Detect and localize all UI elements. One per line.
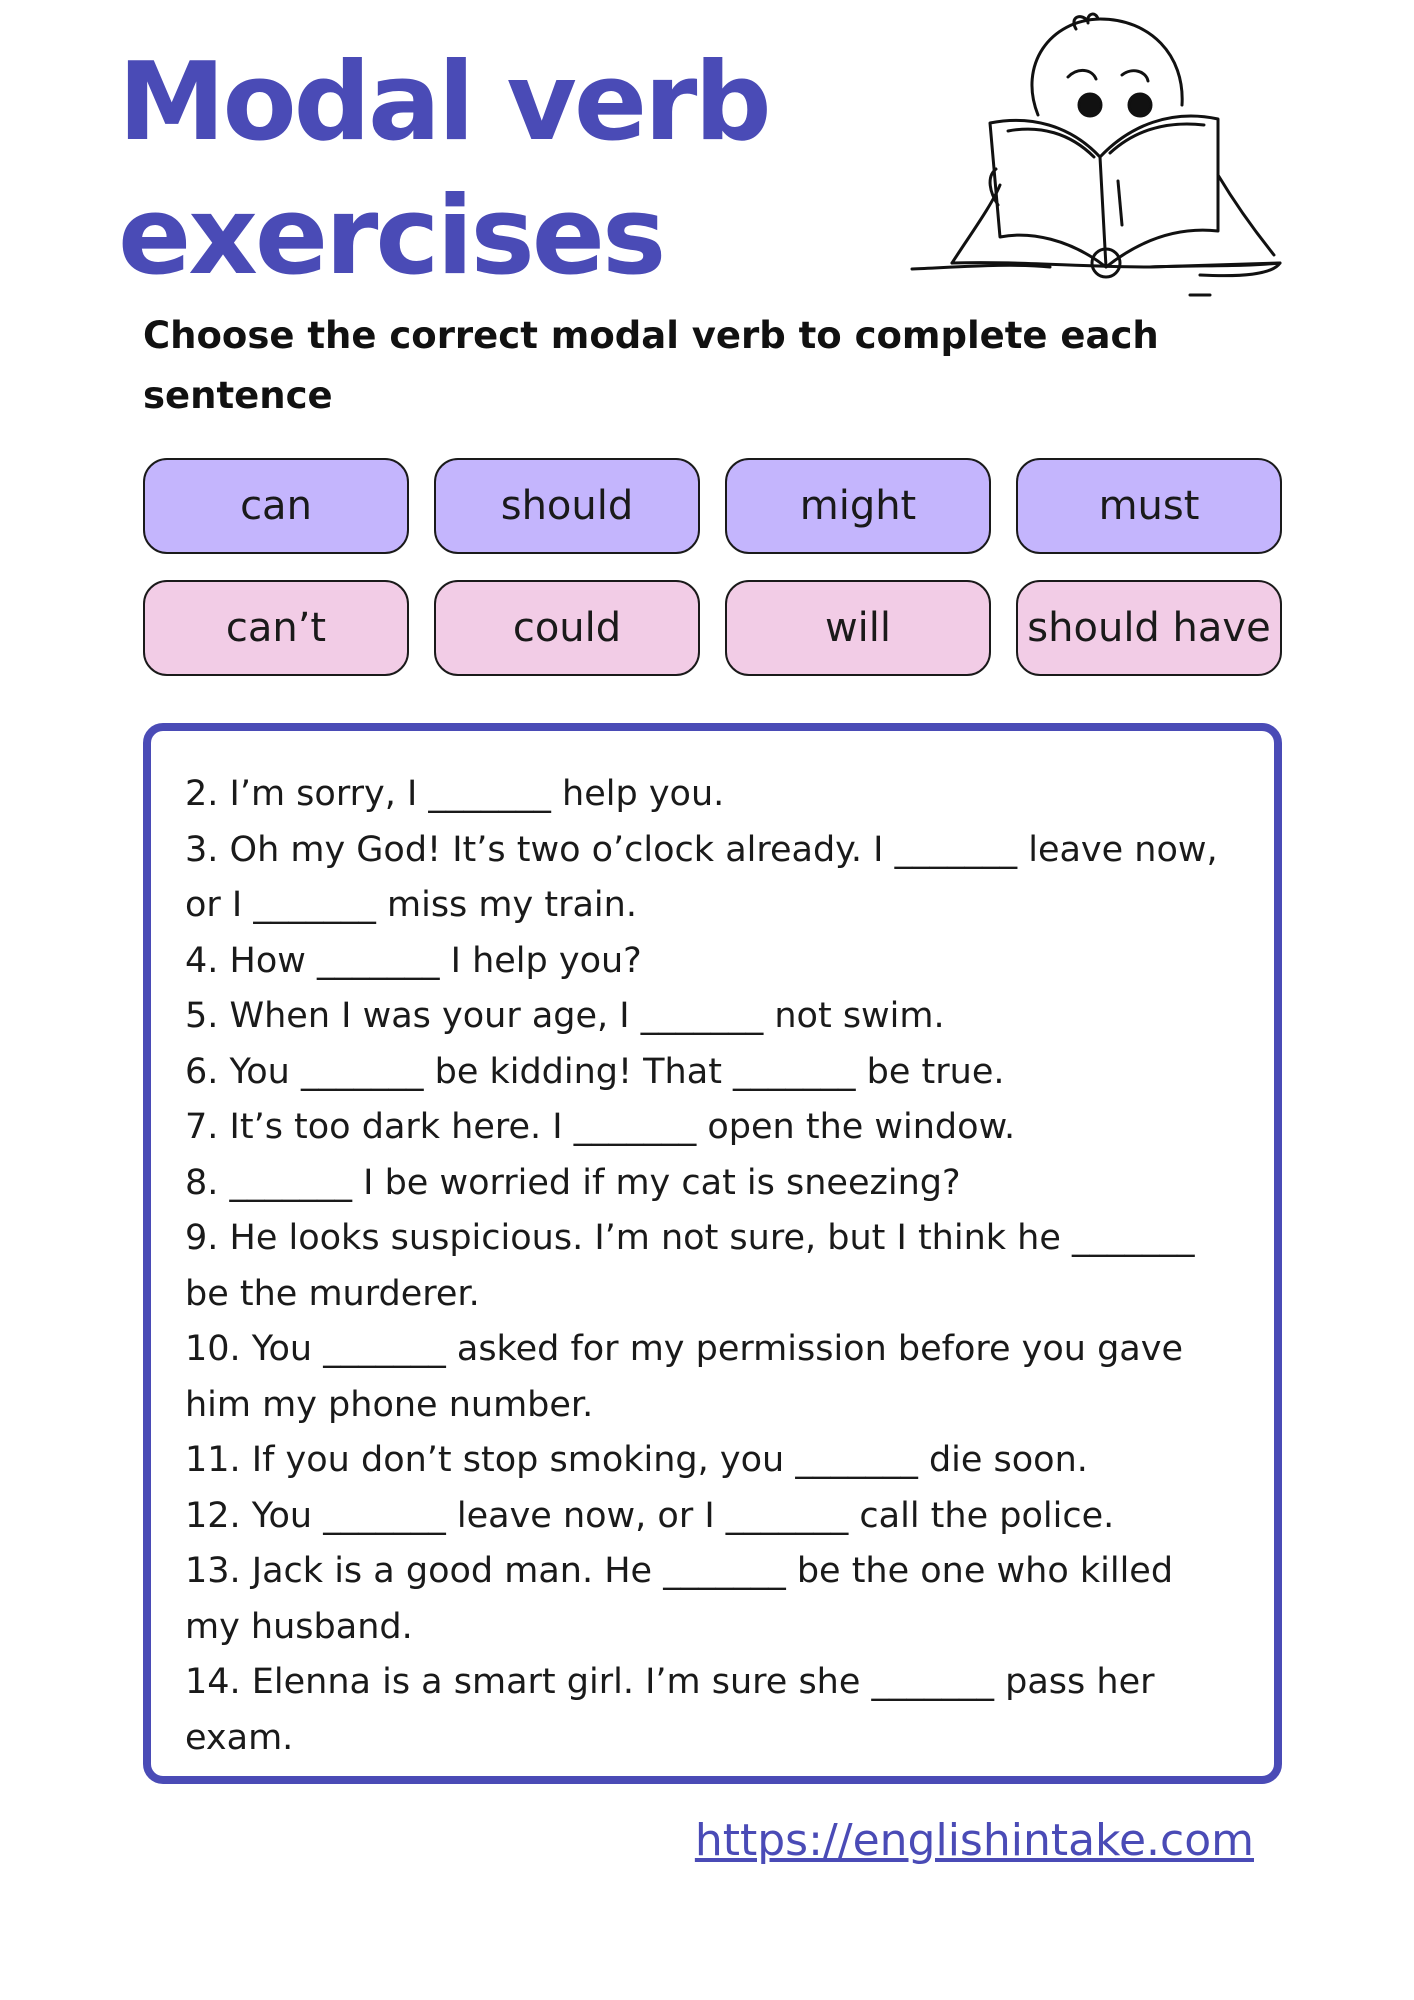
exercise-item-12: 12. You _______ leave now, or I _______ call the police. xyxy=(185,1495,1115,1536)
instruction-text: Choose the correct modal verb to complete each sentence xyxy=(143,314,1159,417)
exercise-item-5: 5. When I was your age, I _______ not swim. xyxy=(185,996,945,1036)
title-line-2: exercises xyxy=(118,174,664,299)
word-chip-can: can xyxy=(143,458,409,554)
word-chip-will: will xyxy=(725,580,991,676)
exercise-item-2: 2. I’m sorry, I _______ help you. xyxy=(185,774,725,814)
exercise-list xyxy=(185,767,1218,1766)
title-line-1: Modal verb xyxy=(118,40,769,165)
exercise-item-6: 6. You _______ be kidding! That _______ be true. xyxy=(185,1051,1005,1092)
word-bank xyxy=(143,458,1282,676)
word-chip-could: could xyxy=(434,580,700,676)
exercise-item-7: 7. It’s too dark here. I _______ open the window. xyxy=(185,1107,1016,1147)
reading-child-illustration xyxy=(900,5,1290,305)
exercise-item-13: 13. Jack is a good man. He _______ be the one who killed my husband. xyxy=(185,1551,1174,1647)
word-chip-should: should xyxy=(434,458,700,554)
website-link[interactable]: https://englishintake.com xyxy=(694,1815,1254,1866)
word-chip-should-have: should have xyxy=(1016,580,1282,676)
exercise-item-4: 4. How _______ I help you? xyxy=(185,940,642,981)
word-chip-cant: can’t xyxy=(143,580,409,676)
exercise-item-10: 10. You _______ asked for my permission before you gave him my phone number. xyxy=(185,1329,1183,1425)
exercise-item-11: 11. If you don’t stop smoking, you _______ die soon. xyxy=(185,1440,1088,1480)
word-chip-might: might xyxy=(725,458,991,554)
page-title xyxy=(118,36,769,304)
exercise-item-9: 9. He looks suspicious. I’m not sure, but I think he _______ be the murderer. xyxy=(185,1218,1195,1314)
word-chip-must: must xyxy=(1016,458,1282,554)
exercise-item-8: 8. _______ I be worried if my cat is sneezing? xyxy=(185,1162,961,1203)
exercise-box xyxy=(143,723,1282,1784)
exercise-item-14: 14. Elenna is a smart girl. I’m sure she _______ pass her exam. xyxy=(185,1662,1155,1758)
exercise-item-3: 3. Oh my God! It’s two o’clock already. I _______ leave now, or I _______ miss my train. xyxy=(185,829,1218,925)
